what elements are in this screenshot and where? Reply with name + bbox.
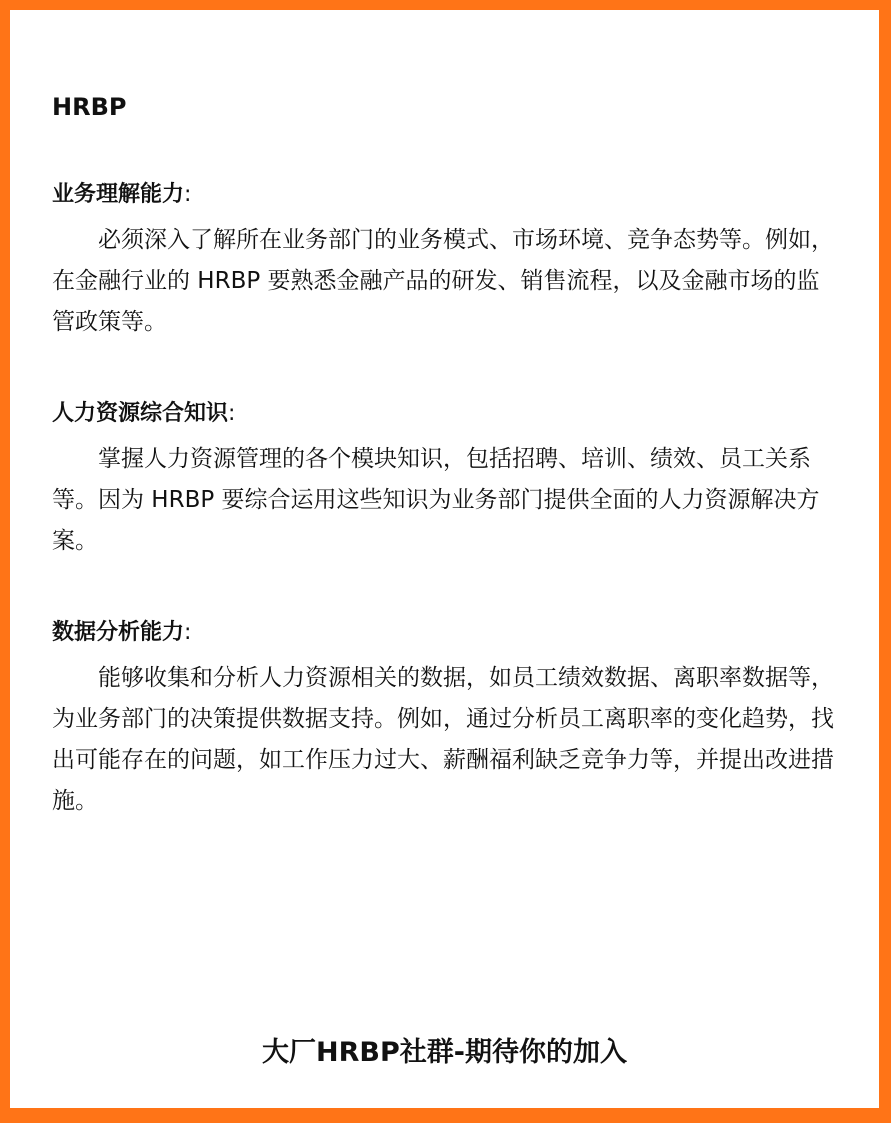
page-frame bbox=[10, 10, 879, 1108]
section-heading bbox=[52, 178, 842, 212]
section-body: 掌握人力资源管理的各个模块知识，包括招聘、培训、绩效、员工关系等。因为 HRBP 要综合运用这些知识为业务部门提供全面的人力资源解决方案。 bbox=[52, 446, 820, 554]
section-body: 必须深入了解所在业务部门的业务模式、市场环境、竞争态势等。例如，在金融行业的 HRBP 要熟悉金融产品的研发、销售流程，以及金融市场的监管政策等。 bbox=[52, 227, 834, 335]
section-heading-text: 人力资源综合知识 bbox=[52, 401, 229, 426]
section-heading-colon: : bbox=[184, 182, 192, 207]
page-title: HRBP bbox=[52, 93, 127, 121]
section-data-analysis bbox=[52, 616, 842, 822]
section-heading bbox=[52, 397, 842, 431]
section-hr-knowledge bbox=[52, 397, 842, 562]
document-content bbox=[52, 90, 842, 876]
section-heading-text: 业务理解能力 bbox=[52, 182, 185, 207]
section-body: 能够收集和分析人力资源相关的数据，如员工绩效数据、离职率数据等，为业务部门的决策提供数据支持。例如，通过分析员工离职率的变化趋势，找出可能存在的问题，如工作压力过大、薪酬福利缺乏竞争力等，并提出改进措施。 bbox=[52, 665, 834, 814]
section-business-understanding bbox=[52, 178, 842, 343]
footer-slogan: 大厂HRBP社群-期待你的加入 bbox=[262, 1037, 627, 1068]
section-heading-colon: : bbox=[184, 620, 192, 645]
section-heading bbox=[52, 616, 842, 650]
section-heading-text: 数据分析能力 bbox=[52, 620, 185, 645]
section-heading-colon: : bbox=[228, 401, 236, 426]
